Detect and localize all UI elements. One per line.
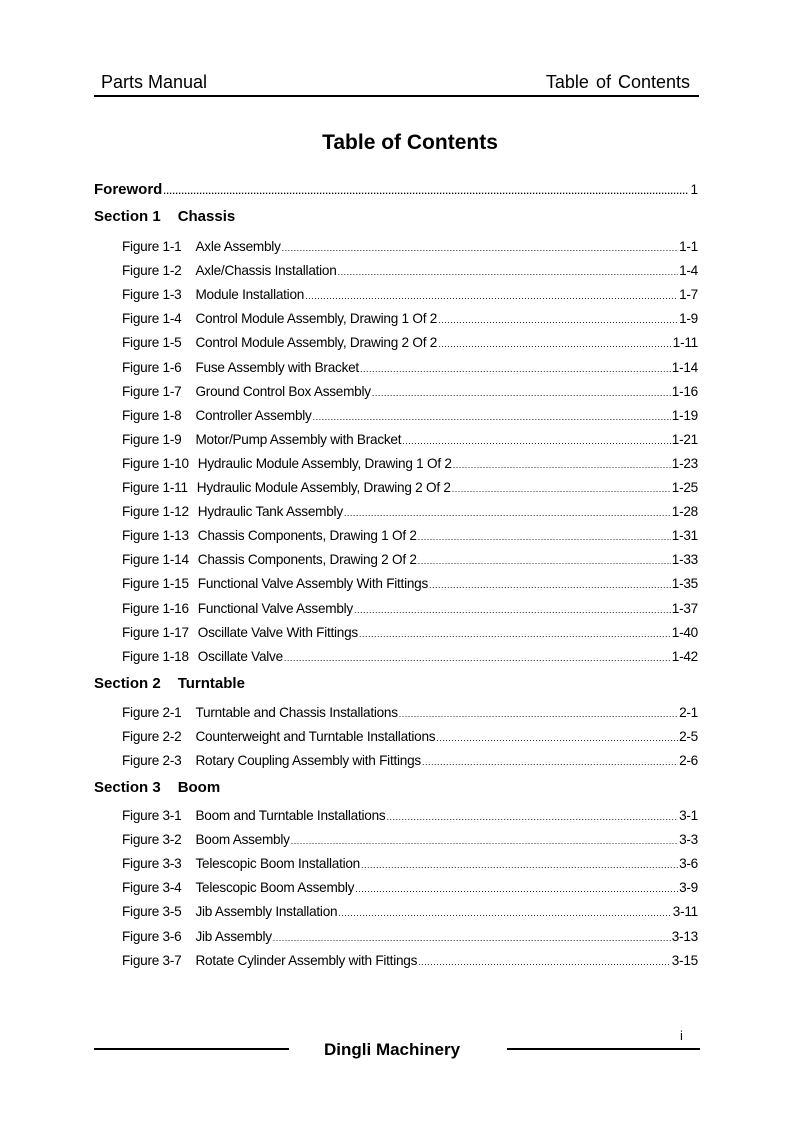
- toc-leader-dots: [418, 957, 671, 967]
- toc-leader-dots: [355, 884, 678, 894]
- toc-entry-page: 2-6: [679, 753, 698, 769]
- page-title: Table of Contents: [322, 131, 498, 154]
- toc-entry-title: Axle Assembly: [195, 239, 281, 254]
- toc-entry[interactable]: [122, 576, 698, 591]
- toc-entry-page: 1-9: [679, 311, 698, 327]
- toc-entry-page: 3-1: [679, 808, 698, 823]
- toc-entry-figure: Figure 1-7: [122, 383, 182, 399]
- toc-entry[interactable]: [122, 601, 698, 616]
- toc-section-number: Section 1: [94, 208, 161, 225]
- toc-leader-dots: [418, 556, 671, 566]
- toc-entry-title: Control Module Assembly, Drawing 2 Of 2: [195, 335, 438, 351]
- toc-entry[interactable]: [122, 832, 698, 847]
- toc-foreword[interactable]: [94, 181, 698, 198]
- toc-entry-page: 2-1: [679, 705, 698, 720]
- toc-entry-title: Hydraulic Tank Assembly: [197, 504, 343, 520]
- toc-entry-page: 2-5: [679, 729, 698, 745]
- toc-entry-title: Telescopic Boom Assembly: [195, 880, 355, 896]
- toc-entry[interactable]: [122, 456, 698, 471]
- toc-entry[interactable]: [122, 335, 698, 350]
- footer-rule-left: [94, 1048, 289, 1050]
- toc-entry-page: 1-42: [671, 648, 698, 664]
- toc-leader-dots: [372, 388, 671, 398]
- toc-entry[interactable]: [122, 552, 698, 567]
- toc-entry-figure: Figure 1-1: [122, 239, 182, 254]
- toc-section-number: Section 3: [94, 779, 161, 796]
- toc-entry-figure: Figure 1-11: [122, 480, 188, 495]
- toc-entry-page: 1-35: [671, 576, 698, 592]
- toc-entry-title: Motor/Pump Assembly with Bracket: [195, 431, 402, 447]
- toc-entry[interactable]: [122, 311, 698, 326]
- toc-entry-title: Oscillate Valve With Fittings: [197, 624, 358, 640]
- toc-entry[interactable]: [122, 856, 698, 871]
- toc-entry-page: 1-19: [671, 407, 698, 423]
- toc-entry[interactable]: [122, 504, 698, 519]
- toc-entry-page: 1-23: [671, 455, 698, 471]
- toc-leader-dots: [361, 860, 678, 870]
- toc-leader-dots: [359, 629, 671, 639]
- toc-entry-page: 1-40: [671, 624, 698, 640]
- toc-leader-dots: [284, 653, 671, 663]
- toc-entry-title: Counterweight and Turntable Installations: [195, 729, 436, 745]
- toc-entry-title: Turntable and Chassis Installations: [195, 705, 398, 720]
- toc-leader-dots: [452, 484, 671, 494]
- toc-leader-dots: [344, 508, 671, 518]
- toc-entry-title: Control Module Assembly, Drawing 1 Of 2: [195, 311, 438, 327]
- toc-entry-title: Rotate Cylinder Assembly with Fittings: [195, 952, 418, 968]
- toc-entry[interactable]: [122, 904, 698, 919]
- toc-leader-dots: [386, 812, 678, 822]
- toc-entry-figure: Figure 3-7: [122, 952, 182, 968]
- toc-entry[interactable]: [122, 239, 698, 254]
- toc-entry-figure: Figure 2-2: [122, 729, 182, 745]
- toc-entry-title: Ground Control Box Assembly: [195, 383, 371, 399]
- toc-entry[interactable]: [122, 625, 698, 640]
- toc-entry-title: Rotary Coupling Assembly with Fittings: [195, 753, 421, 769]
- footer-company: Dingli Machinery: [324, 1040, 461, 1059]
- toc-section-heading: [94, 779, 220, 796]
- toc-entry-title: Jib Assembly Installation: [195, 904, 338, 920]
- toc-leader-dots: [305, 291, 678, 301]
- toc-entry-title: Jib Assembly: [195, 928, 272, 944]
- toc-entry-title: Telescopic Boom Installation: [195, 856, 360, 872]
- toc-leader-dots: [453, 460, 671, 470]
- header-manual-title: Parts Manual: [101, 72, 208, 92]
- toc-entry-page: 3-13: [671, 928, 698, 944]
- toc-entry-page: 1-16: [671, 383, 698, 399]
- toc-entry[interactable]: [122, 528, 698, 543]
- toc-leader-dots: [422, 757, 678, 767]
- toc-leader-dots: [273, 933, 671, 943]
- toc-entry-page: 1-21: [671, 431, 698, 447]
- toc-foreword-label: Foreword: [94, 181, 163, 198]
- toc-leader-dots: [338, 908, 671, 918]
- header-section-title: Table of Contents: [545, 72, 690, 92]
- toc-entry[interactable]: [122, 432, 698, 447]
- toc-leader-dots: [438, 339, 672, 349]
- footer-rule-right: [507, 1048, 700, 1050]
- toc-section-heading: [94, 675, 245, 692]
- toc-entry[interactable]: [122, 360, 698, 375]
- toc-entry-page: 3-11: [672, 904, 698, 920]
- toc-entry-page: 1-14: [671, 359, 698, 375]
- toc-entry-page: 1-4: [679, 263, 698, 279]
- toc-entry-figure: Figure 3-5: [122, 904, 182, 920]
- toc-foreword-page: 1: [690, 182, 698, 197]
- toc-entry-figure: Figure 1-16: [122, 600, 189, 616]
- toc-entry[interactable]: [122, 480, 698, 495]
- toc-entry[interactable]: [122, 705, 698, 720]
- toc-entry-figure: Figure 1-4: [122, 311, 182, 327]
- toc-leader-dots: [338, 267, 679, 277]
- toc-entry[interactable]: [122, 729, 698, 744]
- toc-entry-figure: Figure 1-17: [122, 624, 189, 640]
- toc-entry-page: 1-25: [671, 480, 698, 495]
- toc-entry[interactable]: [122, 953, 698, 968]
- toc-entry-figure: Figure 3-3: [122, 856, 182, 872]
- toc-leader-dots: [163, 186, 689, 196]
- toc-entry-page: 1-1: [679, 239, 698, 254]
- toc-entry-title: Axle/Chassis Installation: [195, 263, 337, 279]
- toc-entry-title: Functional Valve Assembly: [197, 600, 353, 616]
- toc-leader-dots: [418, 532, 671, 542]
- toc-entry[interactable]: [122, 880, 698, 895]
- toc-entry-figure: Figure 3-2: [122, 832, 182, 848]
- toc-entry[interactable]: [122, 753, 698, 768]
- toc-entry-figure: Figure 3-1: [122, 808, 182, 823]
- toc-entry[interactable]: [122, 384, 698, 399]
- toc-leader-dots: [291, 836, 678, 846]
- toc-entry-title: Chassis Components, Drawing 1 Of 2: [197, 528, 417, 544]
- toc-entry-title: Boom Assembly: [195, 832, 290, 848]
- toc-leader-dots: [282, 243, 678, 253]
- footer-page-number: i: [680, 1028, 683, 1043]
- toc-entry[interactable]: [122, 408, 698, 423]
- toc-entry-page: 1-31: [671, 528, 698, 544]
- toc-entry-figure: Figure 2-1: [122, 705, 182, 720]
- toc-entry-figure: Figure 1-8: [122, 407, 182, 423]
- toc-entry-page: 1-33: [671, 552, 698, 568]
- toc-entry-figure: Figure 3-4: [122, 880, 182, 896]
- header-rule: [94, 95, 699, 97]
- toc-leader-dots: [360, 364, 671, 374]
- toc-leader-dots: [313, 412, 671, 422]
- toc-entry-page: 1-11: [672, 335, 698, 351]
- toc-entry-figure: Figure 1-3: [122, 287, 182, 303]
- toc-entry-title: Boom and Turntable Installations: [195, 808, 386, 823]
- toc-entry-figure: Figure 1-2: [122, 263, 182, 279]
- toc-entry-figure: Figure 3-6: [122, 928, 182, 944]
- toc-entry-figure: Figure 1-6: [122, 359, 182, 375]
- toc-entry-figure: Figure 1-18: [122, 648, 189, 664]
- toc-entry-figure: Figure 2-3: [122, 753, 182, 769]
- toc-entry[interactable]: [122, 287, 698, 302]
- toc-entry-page: 3-9: [679, 880, 698, 896]
- toc-leader-dots: [354, 605, 671, 615]
- toc-entry-title: Module Installation: [195, 287, 305, 303]
- toc-entry-page: 3-15: [671, 952, 698, 968]
- toc-entry-page: 1-37: [671, 600, 698, 616]
- toc-leader-dots: [402, 436, 671, 446]
- toc-entry[interactable]: [122, 808, 698, 823]
- toc-entry-title: Controller Assembly: [195, 407, 312, 423]
- toc-section-name: Boom: [177, 779, 221, 796]
- toc-entry-figure: Figure 1-13: [122, 528, 189, 544]
- toc-entry[interactable]: [122, 263, 698, 278]
- toc-entry-figure: Figure 1-15: [122, 576, 189, 592]
- toc-entry[interactable]: [122, 929, 698, 944]
- toc-entry-title: Hydraulic Module Assembly, Drawing 2 Of 2: [196, 480, 451, 495]
- toc-entry-title: Functional Valve Assembly With Fittings: [197, 576, 429, 592]
- toc-entry-figure: Figure 1-12: [122, 504, 189, 520]
- toc-entry[interactable]: [122, 649, 698, 664]
- toc-leader-dots: [399, 709, 678, 719]
- toc-section-name: Turntable: [177, 675, 245, 692]
- toc-entry-figure: Figure 1-10: [122, 455, 189, 471]
- toc-entry-page: 3-6: [679, 856, 698, 872]
- toc-entry-title: Chassis Components, Drawing 2 Of 2: [197, 552, 417, 568]
- toc-entry-figure: Figure 1-9: [122, 431, 182, 447]
- toc-leader-dots: [429, 580, 671, 590]
- toc-leader-dots: [438, 315, 678, 325]
- toc-entry-title: Oscillate Valve: [197, 648, 283, 664]
- toc-entry-title: Fuse Assembly with Bracket: [195, 359, 359, 375]
- toc-section-heading: [94, 208, 235, 225]
- toc-entry-page: 1-28: [671, 504, 698, 520]
- toc-entry-page: 1-7: [679, 287, 698, 303]
- toc-section-name: Chassis: [177, 208, 236, 225]
- toc-leader-dots: [436, 733, 678, 743]
- toc-section-number: Section 2: [94, 675, 161, 692]
- toc-entry-figure: Figure 1-14: [122, 552, 189, 568]
- toc-entry-title: Hydraulic Module Assembly, Drawing 1 Of 2: [197, 455, 452, 471]
- toc-entry-page: 3-3: [679, 832, 698, 848]
- toc-entry-figure: Figure 1-5: [122, 335, 182, 351]
